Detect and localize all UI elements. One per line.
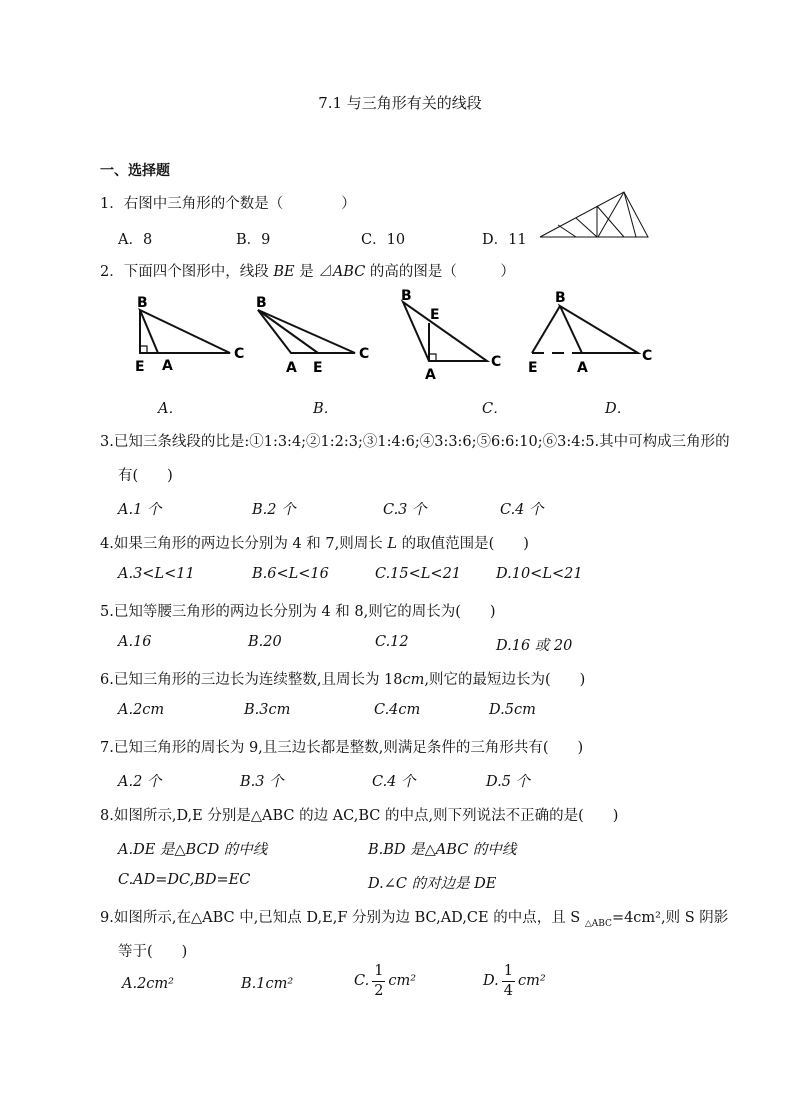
q5-option-d: D.16 或 20 [496, 638, 573, 654]
q2-option-a: A． [158, 401, 183, 417]
q2c-label-e: E [430, 307, 440, 323]
q7-option-a: A.2 个 [118, 774, 162, 790]
q8-option-d: D.∠C 的对边是 DE [368, 876, 497, 892]
q7-option-c: C.4 个 [372, 774, 416, 790]
q2a-label-c: C [234, 346, 245, 362]
q1-triangle-figure [536, 188, 652, 242]
q2b-label-a: A [286, 360, 297, 376]
q2-figure-c [393, 286, 513, 384]
q7-stem: 7.已知三角形的周长为 9,且三边长都是整数,则满足条件的三角形共有( ) [100, 740, 584, 756]
q3-option-a: A.1 个 [118, 502, 162, 518]
q2c-label-b: B [401, 288, 412, 304]
q9-stem: 9.如图所示,在△ABC 中,已知点 D,E,F 分别为边 BC,AD,CE 的中点，且 S $_{\triangle ABC}$=4cm²,则 S 阴影 [100, 910, 729, 929]
q1-option-c: C．10 [361, 232, 406, 248]
q8-option-c: C.AD=DC,BD=EC [118, 872, 251, 888]
q2-option-b: B． [313, 401, 339, 417]
q1-option-d: D．11 [482, 232, 527, 248]
q2a-label-e: E [135, 359, 145, 375]
q2a-label-a: A [162, 358, 173, 374]
q9-option-a: A.2cm² [122, 976, 174, 992]
q5-option-c: C.12 [375, 634, 409, 650]
q2d-label-e: E [528, 360, 538, 376]
q6-option-b: B.3cm [244, 702, 291, 718]
q1-option-b: B．9 [236, 232, 271, 248]
q9-option-b: B.1cm² [241, 976, 294, 992]
q4-option-d: D.10<L<21 [496, 566, 583, 582]
q9-option-c: C. $\frac{1}{2}$ cm² [354, 963, 417, 999]
q3-stem-continued: 有( ) [118, 468, 173, 484]
q1-option-a: A．8 [118, 232, 153, 248]
q2c-label-c: C [491, 354, 502, 370]
q5-option-b: B.20 [248, 634, 282, 650]
q6-option-a: A.2cm [118, 702, 165, 718]
q6-option-c: C.4cm [374, 702, 421, 718]
q2d-label-c: C [642, 348, 653, 364]
q4-stem: 4.如果三角形的两边长分别为 4 和 7,则周长 L 的取值范围是( ) [100, 536, 529, 552]
q2b-label-b: B [256, 295, 267, 311]
q2d-label-b: B [555, 290, 566, 306]
q5-option-a: A.16 [118, 634, 152, 650]
q6-stem: 6.已知三角形的三边长为连续整数,且周长为 18cm,则它的最短边长为( ) [100, 672, 586, 688]
q1-stem: 1．右图中三角形的个数是（ ） [100, 196, 356, 212]
q2b-label-e: E [313, 360, 323, 376]
q2-figure-d [524, 286, 664, 382]
q9-option-d: D. $\frac{1}{4}$ cm² [483, 963, 546, 999]
section-heading: 一、选择题 [100, 163, 170, 179]
q2-figure-b [250, 290, 380, 380]
q8-option-b: B.BD 是△ABC 的中线 [368, 842, 517, 858]
q9-stem-continued: 等于( ) [118, 944, 188, 960]
q3-stem: 3.已知三条线段的比是:①1:3:4;②1:2:3;③1:4:6;④3:3:6;⑤6:6:10;⑥3:4:5.其中可构成三角形的 [100, 434, 730, 450]
q2a-label-b: B [137, 295, 148, 311]
q2-option-d: D． [605, 401, 632, 417]
q2c-label-a: A [425, 367, 436, 383]
q8-option-a: A.DE 是△BCD 的中线 [118, 842, 268, 858]
q2-stem: 2．下面四个图形中，线段 BE 是 ⊿ABC 的高的图是（ ） [100, 264, 515, 280]
q7-option-d: D.5 个 [486, 774, 531, 790]
q2b-label-c: C [359, 346, 370, 362]
q6-option-d: D.5cm [489, 702, 536, 718]
q4-option-c: C.15<L<21 [375, 566, 462, 582]
page-title: 7.1 与三角形有关的线段 [318, 94, 482, 112]
q3-option-c: C.3 个 [383, 502, 427, 518]
q8-stem: 8.如图所示,D,E 分别是△ABC 的边 AC,BC 的中点,则下列说法不正确的是( ) [100, 808, 619, 824]
q2d-label-a: A [577, 360, 588, 376]
q4-option-a: A.3<L<11 [118, 566, 195, 582]
q5-stem: 5.已知等腰三角形的两边长分别为 4 和 8,则它的周长为( ) [100, 604, 496, 620]
q2-option-c: C． [482, 401, 508, 417]
q2-figure-a [126, 290, 256, 380]
q7-option-b: B.3 个 [240, 774, 284, 790]
q3-option-d: C.4 个 [500, 502, 544, 518]
q4-option-b: B.6<L<16 [252, 566, 329, 582]
q3-option-b: B.2 个 [252, 502, 296, 518]
